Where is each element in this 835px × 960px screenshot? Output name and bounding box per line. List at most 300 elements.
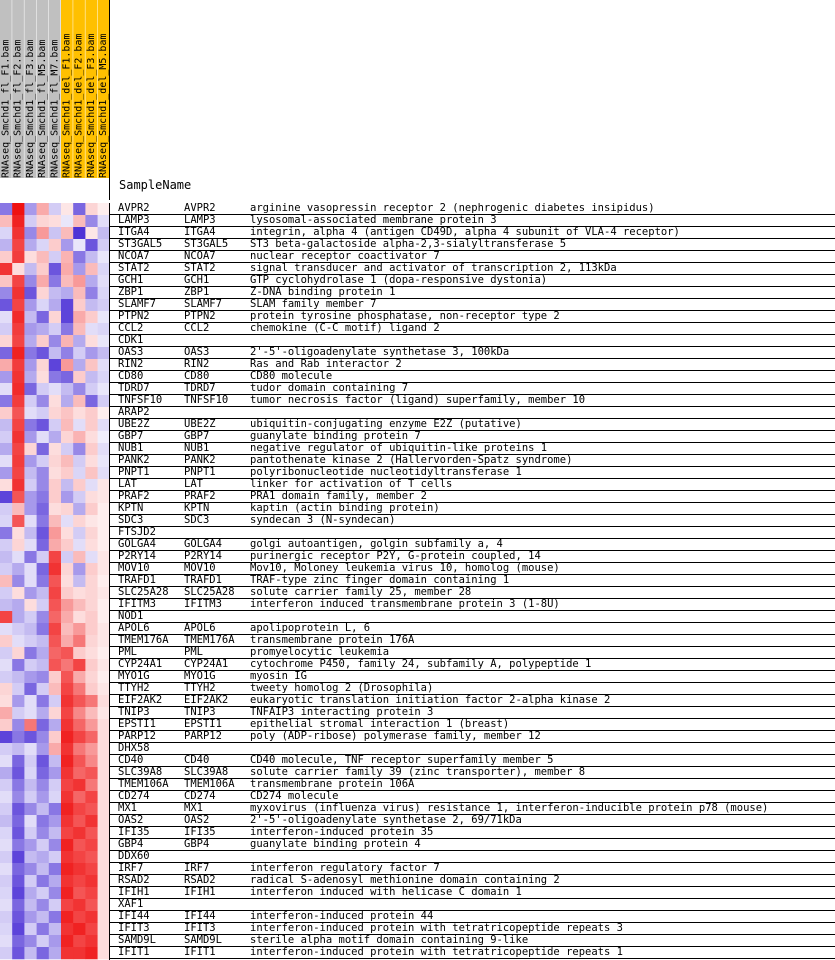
heatmap-cell [0,431,13,443]
gene-symbol: NUB1 [184,442,210,454]
heatmap-cell [0,311,13,323]
heatmap-cell [61,467,74,479]
heatmap-cell [98,275,110,287]
heatmap-cell [37,923,50,935]
heatmap-cell [98,251,110,263]
heatmap-cell [85,671,98,683]
gene-symbol: IRF7 [184,862,210,874]
heatmap-cell [0,671,13,683]
heatmap-cell [85,719,98,731]
heatmap-cell [98,791,110,803]
gene-id: KPTN [118,502,144,514]
heatmap-cell [98,311,110,323]
heatmap-cell [98,767,110,779]
heatmap-cell [24,563,37,575]
heatmap-cell [12,755,25,767]
heatmap-cell [0,359,13,371]
sample-header [0,0,835,200]
gene-id: TMEM106A [118,778,169,790]
heatmap-cell [49,419,62,431]
gene-id: NOD1 [118,610,144,622]
heatmap-cell [49,827,62,839]
gene-symbol: SLAMF7 [184,298,222,310]
heatmap-cell [85,455,98,467]
gene-symbol: STAT2 [184,262,216,274]
gene-row [110,371,835,383]
gene-symbol: RIN2 [184,358,210,370]
heatmap-cell [98,539,110,551]
heatmap-cell [61,863,74,875]
gene-id: XAF1 [118,898,144,910]
gene-id: CD80 [118,370,144,382]
heatmap-cell [12,371,25,383]
heatmap-cell [73,527,86,539]
heatmap-cell [37,755,50,767]
heatmap-cell [0,503,13,515]
gene-row [110,851,835,863]
heatmap-cell [37,299,50,311]
heatmap-cell [73,707,86,719]
heatmap-cell [73,467,86,479]
heatmap-cell [37,203,50,215]
heatmap-cell [24,947,37,959]
heatmap-cell [37,719,50,731]
heatmap-cell [12,203,25,215]
heatmap-cell [0,827,13,839]
gene-description: tweety homolog 2 (Drosophila) [250,682,434,694]
heatmap-cell [49,431,62,443]
gene-row [110,479,835,491]
heatmap-cell [73,551,86,563]
gene-id: TRAFD1 [118,574,156,586]
heatmap-cell [24,467,37,479]
heatmap-cell [49,599,62,611]
heatmap-cell [37,551,50,563]
heatmap-cell [49,203,62,215]
gene-id: SDC3 [118,514,144,526]
heatmap-cell [85,779,98,791]
heatmap-cell [49,575,62,587]
gene-symbol: P2RY14 [184,550,222,562]
heatmap-cell [12,887,25,899]
gene-id: EPSTI1 [118,718,156,730]
heatmap-cell [0,203,13,215]
heatmap-cell [73,803,86,815]
heatmap-cell [24,503,37,515]
heatmap-cell [85,923,98,935]
heatmap-cell [0,479,13,491]
heatmap-cell [85,635,98,647]
gene-symbol: CCL2 [184,322,210,334]
heatmap-cell [61,791,74,803]
gene-id: IFI35 [118,826,150,838]
heatmap-cell [12,227,25,239]
gene-description: golgi autoantigen, golgin subfamily a, 4 [250,538,503,550]
sample-name-label: RNAseq_Smchd1_del_M5.bam [98,33,110,178]
heatmap-cell [61,311,74,323]
heatmap-cell [24,359,37,371]
gene-symbol: PANK2 [184,454,216,466]
heatmap-cell [37,611,50,623]
gene-description: Mov10, Moloney leukemia virus 10, homolog (mouse) [250,562,560,574]
heatmap-cell [85,707,98,719]
heatmap-cell [98,611,110,623]
heatmap-cell [0,623,13,635]
gene-id: GCH1 [118,274,144,286]
heatmap-cell [61,371,74,383]
gene-id: CD40 [118,754,144,766]
gene-symbol: TRAFD1 [184,574,222,586]
heatmap-cell [98,695,110,707]
heatmap-cell [85,839,98,851]
heatmap-cell [73,695,86,707]
heatmap-cell [0,719,13,731]
heatmap-cell [61,707,74,719]
heatmap-cell [24,623,37,635]
heatmap-cell [12,743,25,755]
heatmap-cell [37,587,50,599]
heatmap-cell [73,923,86,935]
gene-symbol: PTPN2 [184,310,216,322]
heatmap-cell [12,275,25,287]
heatmap-cell [37,683,50,695]
gene-id: GOLGA4 [118,538,156,550]
heatmap-cell [49,383,62,395]
gene-description: myosin IG [250,670,307,682]
heatmap-cell [0,215,13,227]
heatmap-cell [85,647,98,659]
heatmap-cell [0,791,13,803]
heatmap-cell [24,407,37,419]
heatmap-cell [73,203,86,215]
heatmap-cell [61,767,74,779]
gene-symbol: LAMP3 [184,214,216,226]
heatmap-cell [49,623,62,635]
gene-row [110,503,835,515]
heatmap-cell [49,863,62,875]
heatmap-cell [24,827,37,839]
heatmap-cell [12,431,25,443]
heatmap-cell [61,203,74,215]
heatmap-cell [37,695,50,707]
heatmap-cell [98,755,110,767]
heatmap-cell [0,407,13,419]
heatmap-cell [37,251,50,263]
heatmap-cell [61,671,74,683]
heatmap-cell [24,215,37,227]
heatmap-cell [73,275,86,287]
gene-description: SLAM family member 7 [250,298,377,310]
heatmap-cell [73,491,86,503]
heatmap-cell [49,407,62,419]
heatmap-cell [85,791,98,803]
gene-description: interferon induced with helicase C domain 1 [250,886,522,898]
gene-row [110,611,835,623]
heatmap-cell [37,851,50,863]
heatmap-cell [61,623,74,635]
heatmap-cell [49,371,62,383]
gene-description: eukaryotic translation initiation factor 2-alpha kinase 2 [250,694,611,706]
heatmap-cell [85,815,98,827]
gene-symbol: PARP12 [184,730,222,742]
heatmap-cell [0,887,13,899]
heatmap-cell [37,803,50,815]
heatmap-cell [0,491,13,503]
gene-id: MOV10 [118,562,150,574]
gene-row [110,395,835,407]
gene-description: transmembrane protein 106A [250,778,415,790]
heatmap-cell [49,239,62,251]
gene-symbol: KPTN [184,502,210,514]
heatmap-cell [98,743,110,755]
gene-row [110,323,835,335]
heatmap-cell [24,611,37,623]
heatmap-cell [49,839,62,851]
heatmap-cell [73,419,86,431]
heatmap-cell [0,635,13,647]
heatmap-cell [98,263,110,275]
heatmap-cell [37,275,50,287]
heatmap-cell [49,215,62,227]
gene-description: transmembrane protein 176A [250,634,415,646]
heatmap-cell [73,683,86,695]
heatmap-cell [85,395,98,407]
gene-description: integrin, alpha 4 (antigen CD49D, alpha 4 subunit of VLA-4 receptor) [250,226,680,238]
heatmap-cell [61,491,74,503]
heatmap-cell [24,251,37,263]
heatmap-grid [0,203,110,960]
heatmap-cell [85,443,98,455]
heatmap-cell [73,635,86,647]
heatmap-cell [98,515,110,527]
sample-name-label: RNAseq_Smchd1_fl_F2.bam [12,39,24,179]
heatmap-cell [0,515,13,527]
heatmap-cell [61,239,74,251]
gene-description: guanylate binding protein 4 [250,838,421,850]
heatmap-cell [98,359,110,371]
heatmap-cell [0,647,13,659]
heatmap-cell [61,479,74,491]
heatmap-cell [12,851,25,863]
heatmap-cell [73,767,86,779]
heatmap-cell [98,947,110,959]
gene-description: polyribonucleotide nucleotidyltransferase 1 [250,466,522,478]
heatmap-cell [37,407,50,419]
heatmap-cell [98,287,110,299]
heatmap-cell [0,911,13,923]
heatmap-cell [37,563,50,575]
heatmap-cell [37,743,50,755]
gene-symbol: IFIT3 [184,922,216,934]
heatmap-cell [37,479,50,491]
heatmap-cell [37,623,50,635]
heatmap-cell [37,311,50,323]
heatmap-cell [85,899,98,911]
heatmap-cell [85,743,98,755]
heatmap-cell [37,899,50,911]
heatmap-cell [85,803,98,815]
gene-description: poly (ADP-ribose) polymerase family, member 12 [250,730,541,742]
heatmap-cell [0,875,13,887]
heatmap-cell [0,323,13,335]
gene-row [110,419,835,431]
heatmap-cell [0,755,13,767]
heatmap-cell [0,575,13,587]
heatmap-cell [12,455,25,467]
gene-id: PARP12 [118,730,156,742]
heatmap-cell [49,359,62,371]
heatmap-cell [49,515,62,527]
heatmap-cell [24,935,37,947]
gene-symbol: UBE2Z [184,418,216,430]
gene-description: CD40 molecule, TNF receptor superfamily member 5 [250,754,554,766]
heatmap-cell [0,527,13,539]
heatmap-cell [0,899,13,911]
gene-row [110,671,835,683]
heatmap-cell [24,287,37,299]
heatmap-cell [49,311,62,323]
gene-description: apolipoprotein L, 6 [250,622,371,634]
gene-id: LAT [118,478,137,490]
heatmap-cell [0,443,13,455]
heatmap-cell [24,659,37,671]
heatmap-cell [49,947,62,959]
heatmap-cell [0,599,13,611]
gene-symbol: TDRD7 [184,382,216,394]
gene-description: negative regulator of ubiquitin-like proteins 1 [250,442,548,454]
heatmap-cell [98,299,110,311]
gene-row [110,359,835,371]
heatmap-cell [85,431,98,443]
heatmap-cell [61,851,74,863]
gene-id: ARAP2 [118,406,150,418]
gene-symbol: EPSTI1 [184,718,222,730]
heatmap-cell [24,263,37,275]
heatmap-cell [73,659,86,671]
heatmap-cell [61,935,74,947]
gene-symbol: LAT [184,478,203,490]
gene-description: kaptin (actin binding protein) [250,502,440,514]
heatmap-cell [61,575,74,587]
heatmap-cell [49,791,62,803]
heatmap-cell [49,767,62,779]
heatmap-cell [85,419,98,431]
heatmap-cell [98,551,110,563]
heatmap-cell [49,227,62,239]
heatmap-cell [73,815,86,827]
heatmap-cell [0,743,13,755]
heatmap-cell [24,899,37,911]
heatmap-cell [98,815,110,827]
heatmap-cell [49,347,62,359]
heatmap-cell [49,479,62,491]
heatmap-cell [0,731,13,743]
heatmap-cell [98,647,110,659]
heatmap-cell [73,335,86,347]
gene-description: syndecan 3 (N-syndecan) [250,514,396,526]
heatmap-cell [24,863,37,875]
heatmap-cell [37,347,50,359]
heatmap-cell [85,575,98,587]
heatmap-cell [37,335,50,347]
heatmap-cell [98,347,110,359]
heatmap-cell [0,539,13,551]
heatmap-cell [98,527,110,539]
heatmap-cell [61,587,74,599]
heatmap-cell [98,803,110,815]
gene-id: APOL6 [118,622,150,634]
heatmap-cell [0,563,13,575]
heatmap-cell [37,455,50,467]
gene-id: LAMP3 [118,214,150,226]
heatmap-cell [49,911,62,923]
heatmap-cell [12,443,25,455]
sample-name-label: RNAseq_Smchd1_del_F1.bam [61,33,73,178]
gene-description: sterile alpha motif domain containing 9-like [250,934,529,946]
heatmap-cell [73,371,86,383]
heatmap-cell [37,371,50,383]
gene-description: tudor domain containing 7 [250,382,409,394]
heatmap-cell [12,539,25,551]
heatmap-cell [37,503,50,515]
gene-row [110,599,835,611]
heatmap-cell [73,299,86,311]
heatmap-cell [24,551,37,563]
heatmap-cell [61,611,74,623]
heatmap-cell [61,263,74,275]
heatmap-cell [73,935,86,947]
heatmap-cell [12,911,25,923]
heatmap-cell [12,839,25,851]
gene-id: PANK2 [118,454,150,466]
heatmap-cell [49,707,62,719]
heatmap-cell [61,527,74,539]
heatmap-cell [0,815,13,827]
heatmap-cell [73,611,86,623]
heatmap-cell [73,251,86,263]
gene-description: guanylate binding protein 7 [250,430,421,442]
heatmap-cell [49,335,62,347]
gene-row [110,947,835,959]
heatmap-cell [37,671,50,683]
heatmap-cell [61,431,74,443]
heatmap-cell [98,239,110,251]
heatmap-cell [73,875,86,887]
heatmap-cell [37,491,50,503]
heatmap-cell [98,935,110,947]
heatmap-cell [85,551,98,563]
heatmap-cell [98,887,110,899]
heatmap-cell [12,323,25,335]
gene-id: CD274 [118,790,150,802]
heatmap-cell [24,431,37,443]
heatmap-cell [61,539,74,551]
heatmap-cell [37,767,50,779]
heatmap-cell [85,323,98,335]
gene-symbol: IFIH1 [184,886,216,898]
heatmap-cell [61,923,74,935]
heatmap-cell [85,467,98,479]
heatmap-cell [0,287,13,299]
heatmap-cell [49,587,62,599]
heatmap-cell [24,647,37,659]
gene-description: myxovirus (influenza virus) resistance 1, interferon-inducible protein p78 (mouse) [250,802,769,814]
sample-name-label: RNAseq_Smchd1_fl_M5.bam [37,39,49,178]
gene-id: SLC25A28 [118,586,169,598]
heatmap-cell [12,515,25,527]
gene-symbol: CYP24A1 [184,658,229,670]
heatmap-cell [37,323,50,335]
